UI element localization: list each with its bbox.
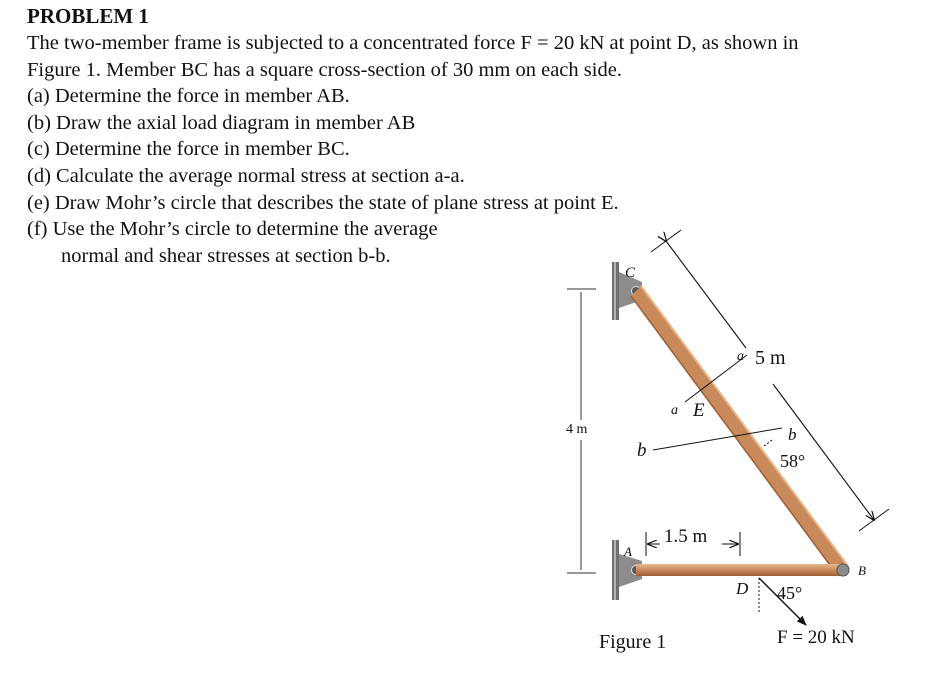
force-label: F = 20 kN: [777, 627, 855, 648]
height-dimension: [566, 289, 596, 573]
angle-58-label: 58°: [780, 451, 806, 471]
section-a2-label: a: [737, 349, 744, 364]
point-d-label: D: [736, 579, 749, 598]
part-b: (b) Draw the axial load diagram in member AB: [27, 111, 416, 134]
part-f-line-1: (f) Use the Mohr’s circle to determine the average: [27, 218, 438, 241]
part-a: (a) Determine the force in member AB.: [27, 85, 350, 108]
angle-45-label: 45°: [777, 583, 803, 603]
section-a-label: a: [671, 403, 678, 418]
part-d: (d) Calculate the average normal stress at section a-a.: [27, 164, 465, 187]
member-ab: [636, 564, 846, 576]
point-c-label: C: [625, 265, 636, 281]
part-c: (c) Determine the force in member BC.: [27, 138, 350, 161]
length-bc-dimension: [651, 230, 889, 531]
section-b2-label: b: [788, 425, 797, 444]
figure-caption: Figure 1: [599, 631, 667, 653]
section-b-b: [637, 425, 805, 471]
point-b-label: B: [858, 563, 866, 578]
section-b-label: b: [637, 440, 647, 461]
pin-b: [837, 564, 849, 576]
intro-line-2: Figure 1. Member BC has a square cross-section of 30 mm on each side.: [27, 58, 622, 81]
height-label: 4 m: [566, 422, 588, 437]
problem-title: PROBLEM 1: [27, 4, 149, 28]
point-a-label: A: [624, 544, 632, 559]
part-e: (e) Draw Mohr’s circle that describes the state of plane stress at point E.: [27, 191, 619, 214]
ad-label: 1.5 m: [664, 526, 708, 547]
intro-line-1: The two-member frame is subjected to a concentrated force F = 20 kN at point D, as shown in: [27, 32, 799, 54]
point-e-label: E: [693, 400, 705, 421]
part-f-line-2: normal and shear stresses at section b-b.: [61, 244, 391, 267]
ad-dimension: [646, 526, 740, 556]
force-f: [759, 578, 855, 648]
length-bc-label: 5 m: [755, 347, 786, 369]
